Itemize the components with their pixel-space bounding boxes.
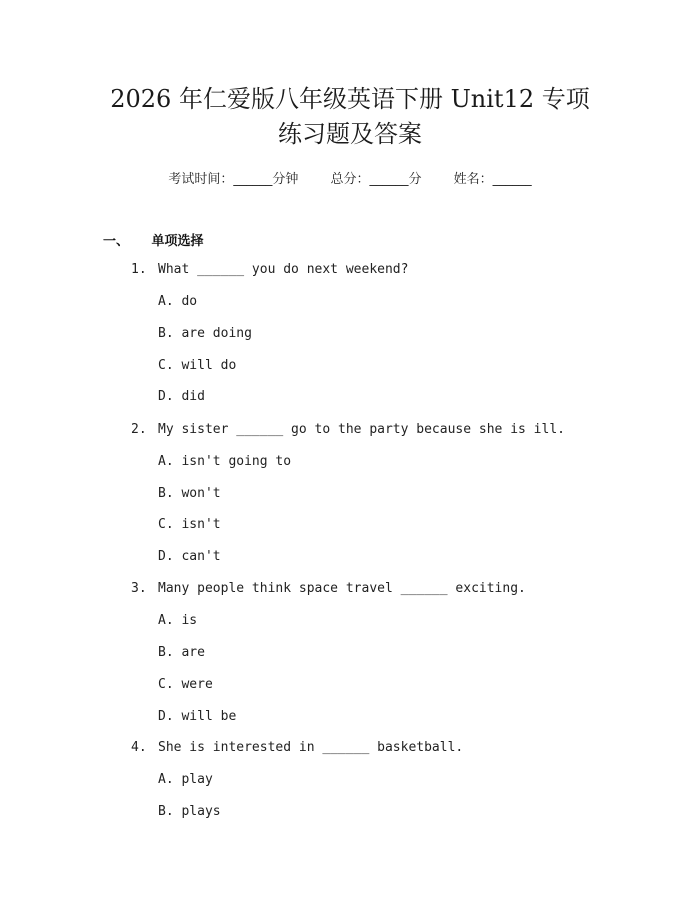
question-option: C. isn't	[158, 517, 221, 532]
question-number: 3.	[131, 581, 147, 596]
document-title-line2: 练习题及答案	[278, 120, 422, 148]
total-score-field: 总分：______分	[330, 172, 422, 187]
question-option: D. will be	[158, 709, 237, 724]
question-option: B. plays	[158, 804, 221, 819]
question-option: B. won't	[158, 486, 221, 501]
document-title-line1: 2026 年仁爱版八年级英语下册 Unit12 专项	[110, 85, 590, 113]
question-option: A. isn't going to	[158, 454, 292, 469]
question-number: 4.	[131, 740, 147, 755]
section-number: 一、	[103, 234, 130, 249]
exam-time-field: 考试时间：______分钟	[168, 172, 299, 187]
question-option: D. can't	[158, 549, 221, 564]
question-option: B. are doing	[158, 326, 252, 341]
question-text: What ______ you do next weekend?	[158, 262, 409, 277]
section-title: 单项选择	[151, 234, 204, 249]
question-option: A. do	[158, 294, 198, 309]
question-text: Many people think space travel ______ exciting.	[158, 581, 526, 596]
question-option: A. play	[158, 772, 213, 787]
question-option: A. is	[158, 613, 198, 628]
section-heading	[103, 230, 204, 249]
question-text: My sister ______ go to the party because she is ill.	[158, 422, 565, 437]
question-option: C. will do	[158, 358, 237, 373]
question-option: C. were	[158, 677, 213, 692]
question-text: She is interested in ______ basketball.	[158, 740, 464, 755]
question-number: 2.	[131, 422, 147, 437]
question-option: B. are	[158, 645, 205, 660]
student-name-field: 姓名：______	[453, 172, 532, 187]
question-number: 1.	[131, 262, 147, 277]
exam-meta	[0, 168, 700, 187]
question-option: D. did	[158, 389, 205, 404]
